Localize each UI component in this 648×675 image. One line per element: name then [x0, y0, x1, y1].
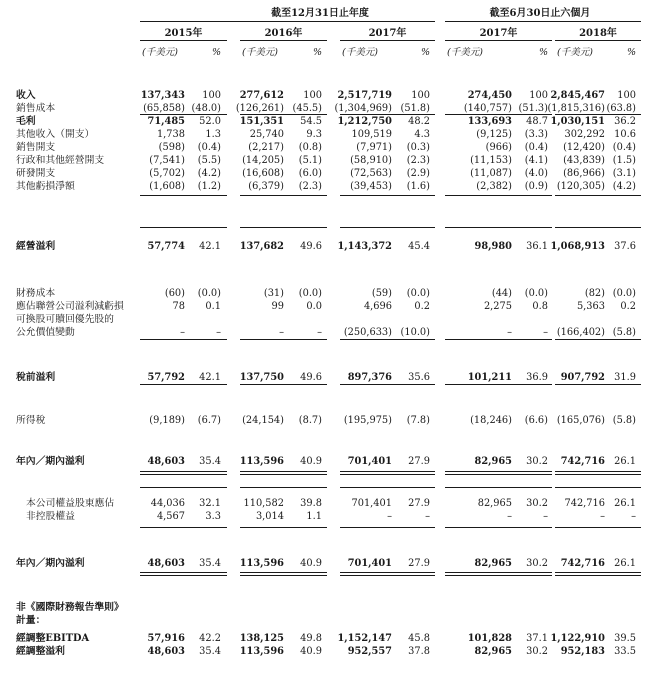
percent-cell: (7.8) [406, 415, 430, 426]
amount-cell: (60) [164, 288, 185, 299]
percent-cell: 100 [303, 90, 322, 101]
percent-cell: (8.7) [298, 415, 322, 426]
amount-cell: 701,401 [351, 498, 392, 509]
percent-cell: (2.3) [406, 155, 430, 166]
total-double-rule [555, 471, 641, 475]
percent-cell: (1.2) [197, 181, 221, 192]
subtotal-rule [445, 384, 552, 385]
percent-cell: 32.1 [199, 498, 221, 509]
percent-cell: 27.9 [408, 498, 430, 509]
year-header: 2016年 [264, 28, 303, 39]
year-header: 2017年 [479, 28, 518, 39]
percent-cell: (51.8) [400, 103, 430, 114]
percent-cell: 30.2 [526, 498, 548, 509]
percent-cell: 37.6 [614, 241, 636, 252]
row-label: 經營溢利 [16, 241, 56, 252]
percent-cell: (0.0) [298, 288, 322, 299]
amount-cell: (126,261) [235, 103, 284, 114]
amount-cell: – [180, 327, 185, 338]
percent-cell: (48.0) [191, 103, 221, 114]
percent-cell: 36.9 [526, 372, 548, 383]
percent-subheader: % [211, 47, 221, 58]
amount-cell: (1,815,316) [547, 103, 605, 114]
row-label: 毛利 [16, 116, 36, 127]
percent-cell: – [543, 327, 548, 338]
amount-cell: 113,596 [239, 456, 284, 467]
percent-cell: (6.6) [524, 415, 548, 426]
percent-cell: 30.2 [526, 646, 548, 657]
percent-cell: 3.3 [205, 511, 221, 522]
unit-subheader: (千美元) [242, 47, 278, 58]
amount-cell: 137,682 [239, 241, 284, 252]
unit-subheader: (千美元) [342, 47, 378, 58]
unit-subheader: (千美元) [447, 47, 483, 58]
amount-cell: 1,030,151 [550, 116, 605, 127]
percent-cell: 26.1 [614, 498, 636, 509]
row-label: 年內／期內溢利 [16, 558, 85, 569]
amount-cell: 3,014 [255, 511, 284, 522]
amount-cell: (1,304,969) [334, 103, 392, 114]
subtotal-rule [140, 195, 227, 196]
subtotal-rule [445, 195, 552, 196]
row-label: 非《國際財務報告準則》 [16, 602, 124, 613]
total-double-rule [240, 572, 327, 576]
row-label: 研發開支 [16, 168, 56, 179]
total-double-rule [445, 572, 552, 576]
subtotal-rule [555, 339, 641, 340]
amount-cell: (43,839) [563, 155, 605, 166]
percent-cell: 40.9 [300, 646, 322, 657]
percent-cell: (0.8) [298, 142, 322, 153]
percent-cell: (51.3) [518, 103, 548, 114]
unit-subheader: (千美元) [557, 47, 593, 58]
unit-subheader: (千美元) [142, 47, 178, 58]
year-header: 2015年 [164, 28, 203, 39]
subtotal-rule [445, 527, 552, 528]
subtotal-rule [140, 339, 227, 340]
amount-cell: (9,125) [476, 129, 512, 140]
percent-cell: 30.2 [526, 558, 548, 569]
percent-cell: 0.1 [205, 301, 221, 312]
percent-cell: 40.9 [300, 456, 322, 467]
percent-cell: 37.8 [408, 646, 430, 657]
amount-cell: 101,211 [467, 372, 512, 383]
subtotal-rule [140, 227, 227, 228]
percent-cell: (10.0) [400, 327, 430, 338]
subtotal-rule [140, 527, 227, 528]
rule-under-six-month-header [445, 21, 641, 22]
percent-cell: 0.2 [414, 301, 430, 312]
percent-cell: (0.0) [612, 288, 636, 299]
amount-cell: 1,068,913 [550, 241, 605, 252]
percent-cell: (3.1) [612, 168, 636, 179]
amount-cell: (44) [491, 288, 512, 299]
rule-under-fiscal-header [140, 21, 435, 22]
total-double-rule [240, 471, 327, 475]
amount-cell: (11,087) [470, 168, 512, 179]
percent-cell: 45.4 [408, 241, 430, 252]
amount-cell: 1,152,147 [337, 633, 392, 644]
amount-cell: (7,971) [356, 142, 392, 153]
amount-cell: – [387, 511, 392, 522]
amount-cell: 5,363 [576, 301, 605, 312]
percent-cell: (3.3) [524, 129, 548, 140]
amount-cell: 2,517,719 [337, 90, 392, 101]
row-label: 計量： [16, 615, 46, 626]
percent-cell: 42.1 [199, 241, 221, 252]
amount-cell: (7,541) [149, 155, 185, 166]
row-label: 行政和其他經營開支 [16, 155, 105, 166]
row-label: 本公司權益股東應佔 [26, 498, 115, 509]
total-double-rule [140, 572, 227, 576]
amount-cell: 277,612 [239, 90, 284, 101]
rule-under-year [445, 40, 552, 41]
amount-cell: 1,122,910 [550, 633, 605, 644]
percent-cell: (0.4) [524, 142, 548, 153]
amount-cell: 742,716 [560, 456, 605, 467]
percent-cell: 42.2 [199, 633, 221, 644]
percent-cell: 30.2 [526, 456, 548, 467]
percent-subheader: % [538, 47, 548, 58]
subtotal-rule [555, 227, 641, 228]
percent-cell: 49.6 [300, 241, 322, 252]
amount-cell: (65,858) [143, 103, 185, 114]
percent-cell: 1.1 [306, 511, 322, 522]
percent-cell: 26.1 [614, 558, 636, 569]
amount-cell: 57,774 [147, 241, 185, 252]
percent-cell: 35.4 [199, 558, 221, 569]
percent-cell: – [216, 327, 221, 338]
amount-cell: 302,292 [564, 129, 605, 140]
amount-cell: 82,965 [474, 558, 512, 569]
amount-cell: 48,603 [147, 456, 185, 467]
row-label: 公允價值變動 [16, 327, 75, 338]
percent-cell: 100 [202, 90, 221, 101]
percent-cell: (5.8) [612, 415, 636, 426]
percent-cell: – [543, 511, 548, 522]
rule-under-year [240, 40, 327, 41]
amount-cell: (120,305) [556, 181, 605, 192]
percent-cell: (6.7) [197, 415, 221, 426]
amount-cell: (1,608) [149, 181, 185, 192]
subtotal-rule [240, 487, 327, 488]
percent-subheader: % [420, 47, 430, 58]
amount-cell: 48,603 [147, 646, 185, 657]
percent-cell: – [631, 511, 636, 522]
percent-cell: 27.9 [408, 558, 430, 569]
percent-cell: (5.8) [612, 327, 636, 338]
percent-cell: (5.5) [197, 155, 221, 166]
percent-cell: 4.3 [414, 129, 430, 140]
percent-cell: 35.6 [408, 372, 430, 383]
percent-cell: 37.1 [526, 633, 548, 644]
percent-cell: 31.9 [614, 372, 636, 383]
total-double-rule [340, 471, 435, 475]
amount-cell: 98,980 [474, 241, 512, 252]
amount-cell: 57,792 [147, 372, 185, 383]
amount-cell: 701,401 [347, 558, 392, 569]
percent-cell: (4.1) [524, 155, 548, 166]
year-header: 2017年 [368, 28, 407, 39]
amount-cell: 82,965 [474, 646, 512, 657]
row-label: 所得稅 [16, 415, 46, 426]
amount-cell: 113,596 [239, 558, 284, 569]
amount-cell: 78 [172, 301, 185, 312]
percent-cell: (2.9) [406, 168, 430, 179]
row-label: 收入 [16, 90, 36, 101]
subtotal-rule [340, 487, 435, 488]
percent-cell: 48.7 [526, 116, 548, 127]
amount-cell: 113,596 [239, 646, 284, 657]
row-label: 稅前溢利 [16, 372, 56, 383]
subtotal-rule [340, 195, 435, 196]
total-double-rule [340, 572, 435, 576]
row-label: 銷售開支 [16, 142, 56, 153]
percent-cell: (6.0) [298, 168, 322, 179]
percent-cell: 49.8 [300, 633, 322, 644]
amount-cell: 2,275 [483, 301, 512, 312]
amount-cell: 82,965 [477, 498, 512, 509]
amount-cell: (966) [485, 142, 512, 153]
percent-cell: 54.5 [300, 116, 322, 127]
amount-cell: 71,485 [147, 116, 185, 127]
year-header: 2018年 [579, 28, 617, 39]
amount-cell: 109,519 [351, 129, 392, 140]
subtotal-rule [240, 339, 327, 340]
percent-cell: 48.2 [408, 116, 430, 127]
amount-cell: 907,792 [560, 372, 605, 383]
amount-cell: 742,716 [564, 498, 605, 509]
rule-under-year [340, 40, 435, 41]
amount-cell: (195,975) [343, 415, 392, 426]
amount-cell: (82) [584, 288, 605, 299]
percent-cell: (4.2) [612, 181, 636, 192]
amount-cell: 101,828 [467, 633, 512, 644]
amount-cell: (14,205) [242, 155, 284, 166]
percent-cell: (0.4) [612, 142, 636, 153]
subtotal-rule [340, 527, 435, 528]
row-label: 非控股權益 [26, 511, 75, 522]
subtotal-rule [140, 384, 227, 385]
percent-cell: 49.6 [300, 372, 322, 383]
amount-cell: 1,738 [156, 129, 185, 140]
amount-cell: 952,183 [560, 646, 605, 657]
amount-cell: (140,757) [463, 103, 512, 114]
percent-cell: 10.6 [614, 129, 636, 140]
amount-cell: (11,153) [470, 155, 512, 166]
amount-cell: – [507, 327, 512, 338]
percent-cell: 36.2 [614, 116, 636, 127]
percent-cell: 0.2 [620, 301, 636, 312]
percent-cell: (4.2) [197, 168, 221, 179]
row-label: 可換股可贖回優先股的 [16, 314, 114, 325]
total-double-rule [555, 572, 641, 576]
percent-cell: 100 [617, 90, 636, 101]
total-double-rule [140, 471, 227, 475]
percent-cell: 1.3 [205, 129, 221, 140]
amount-cell: 1,212,750 [337, 116, 392, 127]
amount-cell: (2,382) [476, 181, 512, 192]
row-label: 應佔聯營公司溢利減虧損 [16, 301, 124, 312]
amount-cell: (9,189) [149, 415, 185, 426]
percent-cell: – [317, 327, 322, 338]
amount-cell: (18,246) [470, 415, 512, 426]
percent-cell: (45.5) [292, 103, 322, 114]
amount-cell: 952,557 [347, 646, 392, 657]
percent-cell: 100 [529, 90, 548, 101]
amount-cell: 701,401 [347, 456, 392, 467]
subtotal-rule [240, 527, 327, 528]
subtotal-rule [240, 227, 327, 228]
amount-cell: (166,402) [556, 327, 605, 338]
subtotal-rule [340, 384, 435, 385]
amount-cell: – [279, 327, 284, 338]
percent-cell: (0.4) [197, 142, 221, 153]
subtotal-rule [340, 339, 435, 340]
amount-cell: 133,693 [467, 116, 512, 127]
percent-cell: (4.0) [524, 168, 548, 179]
amount-cell: 1,143,372 [337, 241, 392, 252]
percent-cell: 39.5 [614, 633, 636, 644]
amount-cell: (86,966) [563, 168, 605, 179]
subtotal-rule [555, 487, 641, 488]
subtotal-rule [555, 527, 641, 528]
percent-cell: 0.8 [532, 301, 548, 312]
amount-cell: (16,608) [242, 168, 284, 179]
amount-cell: (6,379) [248, 181, 284, 192]
amount-cell: 110,582 [243, 498, 284, 509]
percent-cell: – [425, 511, 430, 522]
amount-cell: (12,420) [563, 142, 605, 153]
row-label: 銷售成本 [16, 103, 56, 114]
amount-cell: 138,125 [239, 633, 284, 644]
amount-cell: 99 [271, 301, 284, 312]
percent-cell: 33.5 [614, 646, 636, 657]
amount-cell: 742,716 [560, 558, 605, 569]
percent-cell: (1.5) [612, 155, 636, 166]
percent-subheader: % [626, 47, 636, 58]
amount-cell: 897,376 [347, 372, 392, 383]
subtotal-rule [555, 195, 641, 196]
amount-cell: 25,740 [249, 129, 284, 140]
subtotal-rule [445, 339, 552, 340]
percent-cell: (63.8) [606, 103, 636, 114]
percent-cell: 52.0 [199, 116, 221, 127]
amount-cell: 137,343 [140, 90, 185, 101]
percent-cell: (0.0) [197, 288, 221, 299]
row-label: 經調整溢利 [16, 646, 65, 657]
header-fiscal-year: 截至12月31日止年度 [271, 8, 369, 19]
amount-cell: 4,567 [156, 511, 185, 522]
amount-cell: (58,910) [350, 155, 392, 166]
percent-cell: 40.9 [300, 558, 322, 569]
row-label: 經調整EBITDA [16, 633, 90, 644]
amount-cell: (165,076) [556, 415, 605, 426]
percent-cell: (0.9) [524, 181, 548, 192]
percent-cell: 39.8 [300, 498, 322, 509]
amount-cell: (31) [263, 288, 284, 299]
total-double-rule [445, 471, 552, 475]
amount-cell: (59) [371, 288, 392, 299]
percent-cell: 0.0 [306, 301, 322, 312]
subtotal-rule [140, 487, 227, 488]
amount-cell: (2,217) [248, 142, 284, 153]
header-six-months: 截至6月30日止六個月 [489, 8, 591, 19]
amount-cell: (24,154) [242, 415, 284, 426]
percent-cell: 100 [411, 90, 430, 101]
amount-cell: 151,351 [239, 116, 284, 127]
amount-cell: 137,750 [239, 372, 284, 383]
percent-cell: 35.4 [199, 456, 221, 467]
row-label: 其他收入（開支） [16, 129, 95, 140]
percent-subheader: % [312, 47, 322, 58]
amount-cell: 274,450 [467, 90, 512, 101]
percent-cell: 9.3 [306, 129, 322, 140]
percent-cell: 45.8 [408, 633, 430, 644]
subtotal-rule [555, 384, 641, 385]
amount-cell: (5,702) [149, 168, 185, 179]
row-label: 財務成本 [16, 288, 56, 299]
amount-cell: – [507, 511, 512, 522]
amount-cell: (39,453) [350, 181, 392, 192]
amount-cell: 57,916 [147, 633, 185, 644]
amount-cell: 44,036 [150, 498, 185, 509]
amount-cell: – [600, 511, 605, 522]
percent-cell: (2.3) [298, 181, 322, 192]
rule-under-year [140, 40, 227, 41]
percent-cell: 42.1 [199, 372, 221, 383]
percent-cell: 35.4 [199, 646, 221, 657]
subtotal-rule [445, 487, 552, 488]
percent-cell: (0.0) [524, 288, 548, 299]
subtotal-rule [240, 195, 327, 196]
row-label: 其他虧損淨額 [16, 181, 75, 192]
rule-under-year [555, 40, 641, 41]
percent-cell: (1.6) [406, 181, 430, 192]
percent-cell: 36.1 [526, 241, 548, 252]
subtotal-rule [340, 227, 435, 228]
amount-cell: 48,603 [147, 558, 185, 569]
percent-cell: (5.1) [298, 155, 322, 166]
amount-cell: (598) [158, 142, 185, 153]
amount-cell: 2,845,467 [550, 90, 605, 101]
amount-cell: 4,696 [363, 301, 392, 312]
row-label: 年內／期內溢利 [16, 456, 85, 467]
amount-cell: (250,633) [343, 327, 392, 338]
percent-cell: 27.9 [408, 456, 430, 467]
percent-cell: 26.1 [614, 456, 636, 467]
amount-cell: 82,965 [474, 456, 512, 467]
subtotal-rule [240, 384, 327, 385]
percent-cell: (0.0) [406, 288, 430, 299]
subtotal-rule [445, 227, 552, 228]
percent-cell: (0.3) [406, 142, 430, 153]
amount-cell: (72,563) [350, 168, 392, 179]
